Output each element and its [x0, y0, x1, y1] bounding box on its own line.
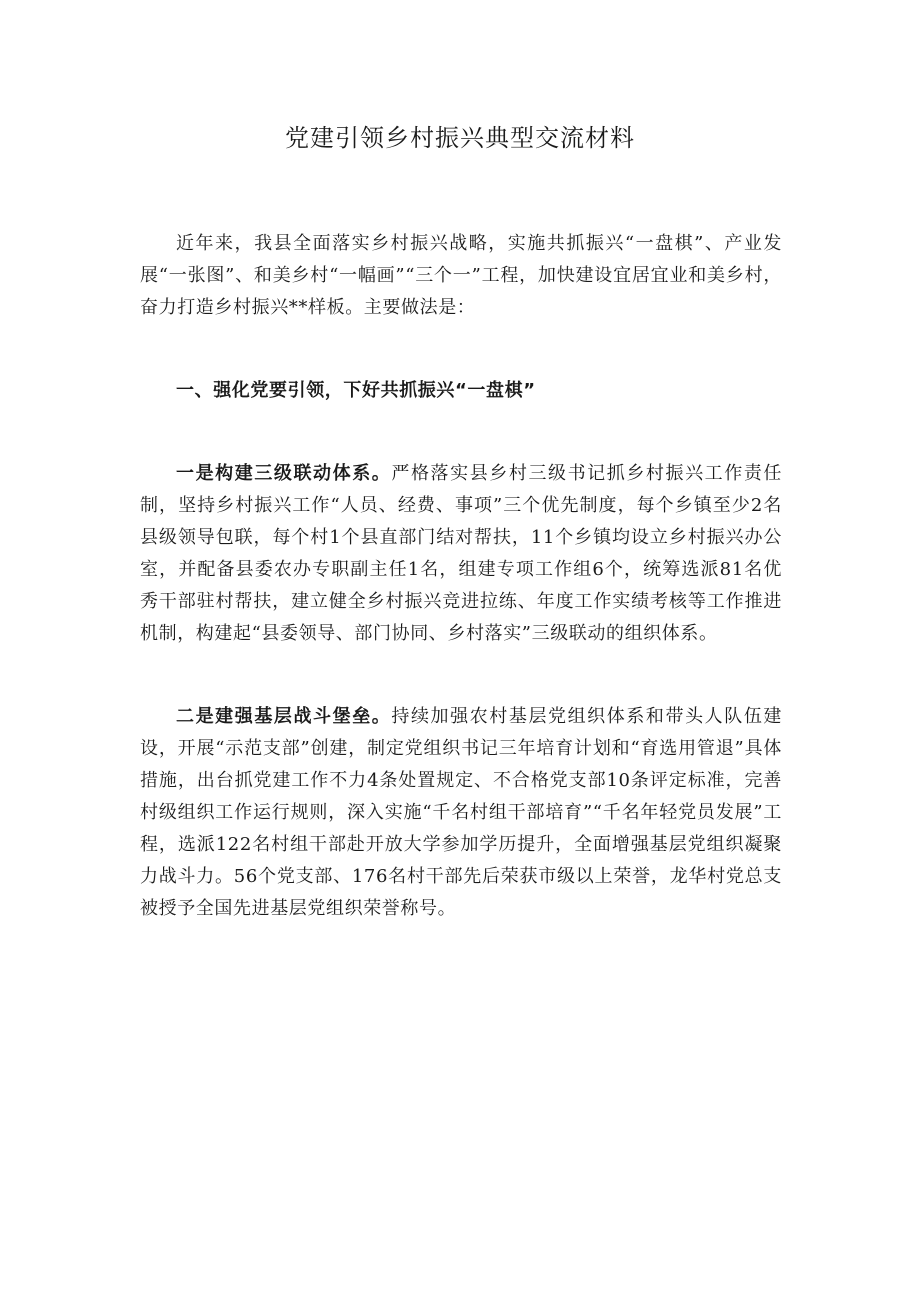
paragraph-2-text: 持续加强农村基层党组织体系和带头人队伍建设，开展“示范支部”创建，制定党组织书记三年培育计划和“育选用管退”具体措施，出台抓党建工作不力4条处置规定、不合格党支部10条评定标准，完善村级组织工作运行规则，深入实施“千名村组干部培育”“千名年轻党员发展”工程，选派122名村组干部赴开放大学参加学历提升，全面增强基层党组织凝聚力战斗力。56个党支部、176名村干部先后荣获市级以上荣誉，龙华村党总支被授予全国先进基层党组织荣誉称号。	[140, 706, 783, 919]
paragraph-2	[140, 701, 782, 925]
paragraph-2-lead: 二是建强基层战斗堡垒。	[176, 706, 392, 727]
paragraph-1	[140, 458, 782, 650]
section-heading: 一、强化党要引领，下好共抓振兴“一盘棋”	[176, 380, 536, 401]
intro-paragraph: 近年来，我县全面落实乡村振兴战略，实施共抓振兴“一盘棋”、产业发展“一张图”、和美乡村“一幅画”“三个一”工程，加快建设宜居宜业和美乡村，奋力打造乡村振兴**样板。主要做法是：	[140, 233, 782, 318]
paragraph-1-lead: 一是构建三级联动体系。	[176, 463, 392, 484]
document-title: 党建引领乡村振兴典型交流材料	[285, 124, 635, 152]
paragraph-1-text: 严格落实县乡村三级书记抓乡村振兴工作责任制，坚持乡村振兴工作“人员、经费、事项”三个优先制度，每个乡镇至少2名县级领导包联，每个村1个县直部门结对帮扶，11个乡镇均设立乡村振兴办公室，并配备县委农办专职副主任1名，组建专项工作组6个，统筹选派81名优秀干部驻村帮扶，建立健全乡村振兴竞进拉练、年度工作实绩考核等工作推进机制，构建起“县委领导、部门协同、乡村落实”三级联动的组织体系。	[140, 463, 783, 644]
document-body	[140, 228, 782, 925]
